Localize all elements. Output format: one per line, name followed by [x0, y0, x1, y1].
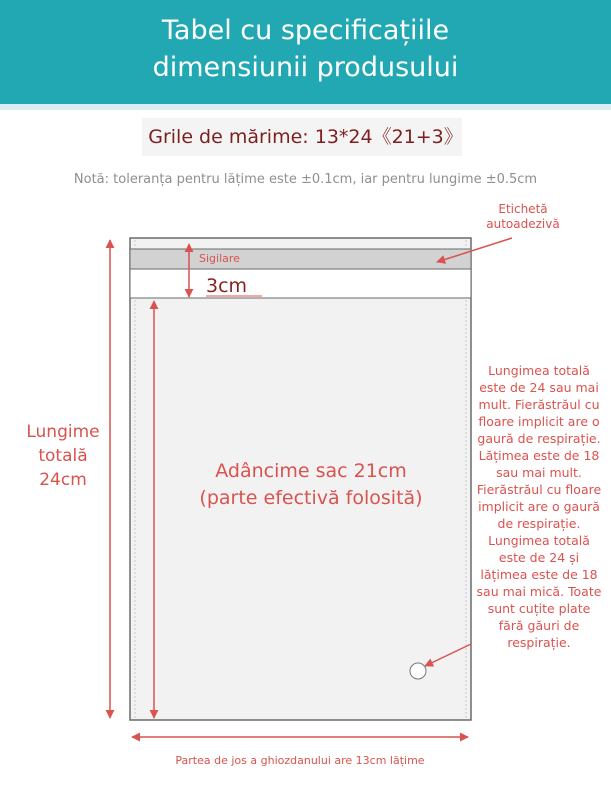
title-line-2: dimensiunii produsului — [152, 52, 459, 83]
seal-strip — [130, 249, 471, 269]
seal-size-label: 3cm — [206, 275, 248, 297]
flap-area — [130, 269, 471, 298]
bottom-width-label: Partea de jos a ghiozdanului are 13cm lățime — [175, 754, 425, 767]
depth-label-line-2: (parte efectivă folosită) — [199, 487, 423, 509]
side-note: Lungimea totală este de 24 sau mai mult. Fierăstrăul cu floare implicit are o gaură de respirație. Lățimea este de 18 sau mai mult. Fierăstrăul cu floare implicit are o gaură de respirație. Lungimea totală este de 24 și lățimea este de 18 sau mai mică. Toate sunt cuțite plate fără găuri de respirație. — [476, 363, 602, 650]
title-line-1: Tabel cu specificațiile — [161, 15, 450, 46]
seal-label: Sigilare — [199, 252, 240, 265]
total-length-label: Lungime totală 24cm — [26, 422, 100, 490]
size-grid-title: Grile de mărime: 13*24《21+3》 — [148, 126, 463, 148]
tolerance-note: Notă: toleranța pentru lățime este ±0.1cm, iar pentru lungime ±0.5cm — [73, 172, 538, 187]
breathing-hole — [410, 663, 426, 679]
adhesive-label-text: Etichetă autoadezivă — [486, 202, 560, 231]
depth-label-line-1: Adâncime sac 21cm — [215, 460, 407, 482]
depth-label — [166, 458, 456, 512]
